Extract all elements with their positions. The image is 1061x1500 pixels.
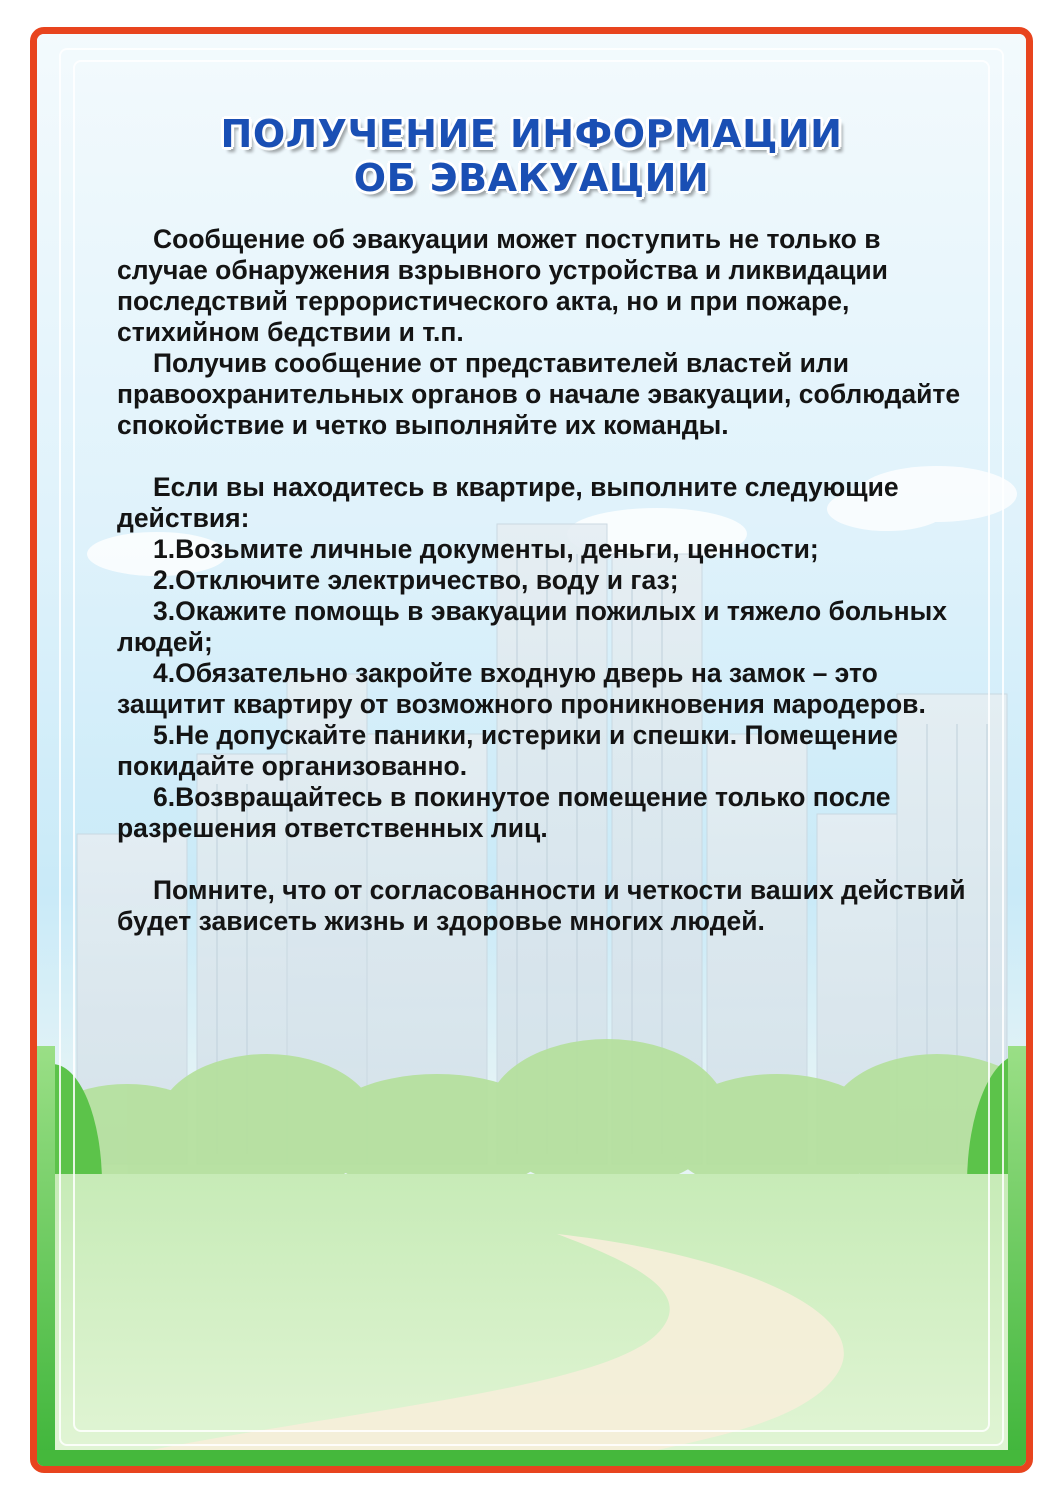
intro-paragraph-1: Сообщение об эвакуации может поступить не только в случае обнаружения взрывного устройства и ликвидации последствий террористического акта, но и при пожаре, стихийном бедствии и т.п. [117, 224, 888, 347]
action-item-2: 2.Отключите электричество, воду и газ; [153, 565, 679, 595]
paragraph-gap [117, 844, 967, 875]
closing-paragraph: Помните, что от согласованности и четкости ваших действий будет зависеть жизнь и здоровье многих людей. [117, 875, 966, 936]
actions-lead: Если вы находитесь в квартире, выполните следующие действия: [117, 472, 899, 533]
intro-paragraph-2: Получив сообщение от представителей властей или правоохранительных органов о начале эвакуации, соблюдайте спокойствие и четко выполняйте их команды. [117, 348, 961, 440]
action-item-3: 3.Окажите помощь в эвакуации пожилых и тяжело больных людей; [117, 596, 947, 657]
page-title [37, 112, 1026, 200]
title-line-2: ОБ ЭВАКУАЦИИ [353, 156, 710, 200]
action-item-6: 6.Возвращайтесь в покинутое помещение только после разрешения ответственных лиц. [117, 782, 891, 843]
action-item-5: 5.Не допускайте паники, истерики и спешки. Помещение покидайте организованно. [117, 720, 898, 781]
action-item-1: 1.Возьмите личные документы, деньги, ценности; [153, 534, 819, 564]
right-green-stripe [1008, 1046, 1026, 1466]
bottom-green-stripe [37, 1450, 1026, 1466]
body-text [117, 224, 967, 937]
title-line-1: ПОЛУЧЕНИЕ ИНФОРМАЦИИ [220, 112, 843, 156]
left-green-stripe [37, 1046, 55, 1466]
paragraph-gap [117, 441, 967, 472]
poster-frame [30, 27, 1033, 1473]
action-item-4: 4.Обязательно закройте входную дверь на замок – это защитит квартиру от возможного проникновения мародеров. [117, 658, 926, 719]
